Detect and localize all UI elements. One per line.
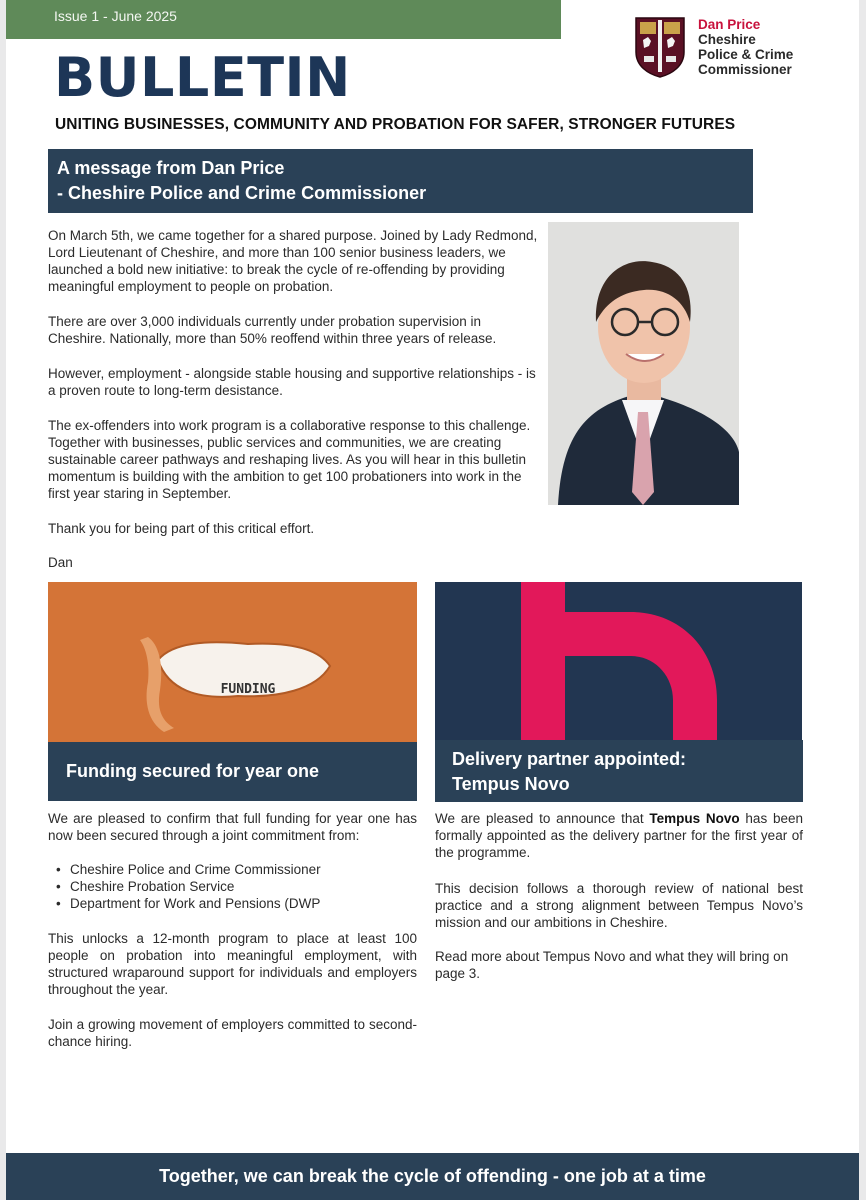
delivery-p1-bold: Tempus Novo [649, 811, 740, 826]
message-paragraph-4: The ex-offenders into work program is a collaborative response to this challenge. Together with businesses, public services and communities, we are creating sustainable career pathways and reshaping lives. As you will hear in this bulletin momentum is building with the ambition to get 100 probationers into work in the first year staring in September. [48, 418, 531, 501]
list-item: • Cheshire Police and Crime Commissioner [48, 861, 321, 878]
tempus-novo-logo-icon [435, 582, 802, 742]
delivery-p1-start: We are pleased to announce that [435, 811, 650, 826]
message-heading [48, 149, 753, 213]
funding-heading: Funding secured for year one [66, 761, 320, 781]
funding-image [48, 582, 417, 742]
tempus-novo-logo-image [435, 582, 802, 742]
list-item: • Cheshire Probation Service [48, 878, 321, 895]
delivery-paragraph-1 [435, 810, 803, 861]
message-paragraph-5: Thank you for being part of this critical effort. [48, 521, 315, 536]
message-paragraph-3: However, employment - alongside stable housing and supportive relationships - is a proven route to long-term desistance. [48, 366, 536, 398]
funding-paragraph-3: Join a growing movement of employers committed to second-chance hiring. [48, 1017, 417, 1049]
coat-of-arms-icon [634, 16, 686, 78]
org-line-3: Commissioner [698, 62, 792, 77]
organisation-logo-text [698, 17, 793, 77]
list-item: • Department for Work and Pensions (DWP [48, 895, 321, 912]
delivery-paragraph-2: This decision follows a thorough review of national best practice and a strong alignment between Tempus Novo’s mission and our ambitions in Cheshire. [435, 881, 803, 930]
funding-intro: We are pleased to confirm that full funding for year one has now been secured through a joint commitment from: [48, 811, 417, 843]
issue-label: Issue 1 - June 2025 [54, 8, 177, 24]
issue-banner [6, 0, 561, 39]
message-heading-line-2: - Cheshire Police and Crime Commissioner [57, 183, 427, 203]
message-paragraph-1: On March 5th, we came together for a shared purpose. Joined by Lady Redmond, Lord Lieutenant of Cheshire, and more than 100 senior business leaders, we launched a bold new initiative: to break the cycle of re-offending by providing meaningful employment to people on probation. [48, 228, 538, 294]
torn-paper-image [48, 582, 417, 742]
funding-paragraph-2: This unlocks a 12-month program to place at least 100 people on probation into meaningful employment, with structured wraparound support for individuals and employers throughout the year. [48, 931, 417, 997]
commissioner-portrait [548, 222, 739, 505]
message-heading-line-1: A message from Dan Price [57, 158, 285, 178]
org-line-2: Police & Crime [698, 47, 794, 62]
footer-banner [6, 1153, 859, 1200]
funding-image-word: FUNDING [220, 682, 276, 697]
message-signature: Dan [48, 555, 73, 570]
footer-text: Together, we can break the cycle of offending - one job at a time [159, 1166, 706, 1186]
message-paragraph-2: There are over 3,000 individuals currently under probation supervision in Cheshire. Nationally, more than 50% reoffend within three years of release. [48, 314, 497, 346]
bulletin-title: BULLETIN [54, 46, 351, 109]
delivery-paragraph-3: Read more about Tempus Novo and what they will bring on page 3. [435, 949, 789, 981]
bulletin-tagline: UNITING BUSINESSES, COMMUNITY AND PROBATION FOR SAFER, STRONGER FUTURES [55, 116, 736, 133]
funding-heading-band [48, 742, 417, 801]
org-line-1: Cheshire [698, 32, 756, 47]
delivery-p1-end: has been formally appointed as the delivery partner for the first year of the programme. [435, 811, 803, 860]
delivery-heading-band [435, 740, 803, 802]
org-name: Dan Price [698, 17, 761, 32]
delivery-heading-line-1: Delivery partner appointed: [452, 749, 687, 769]
delivery-heading-line-2: Tempus Novo [452, 774, 570, 794]
funding-partner-list [48, 861, 321, 912]
